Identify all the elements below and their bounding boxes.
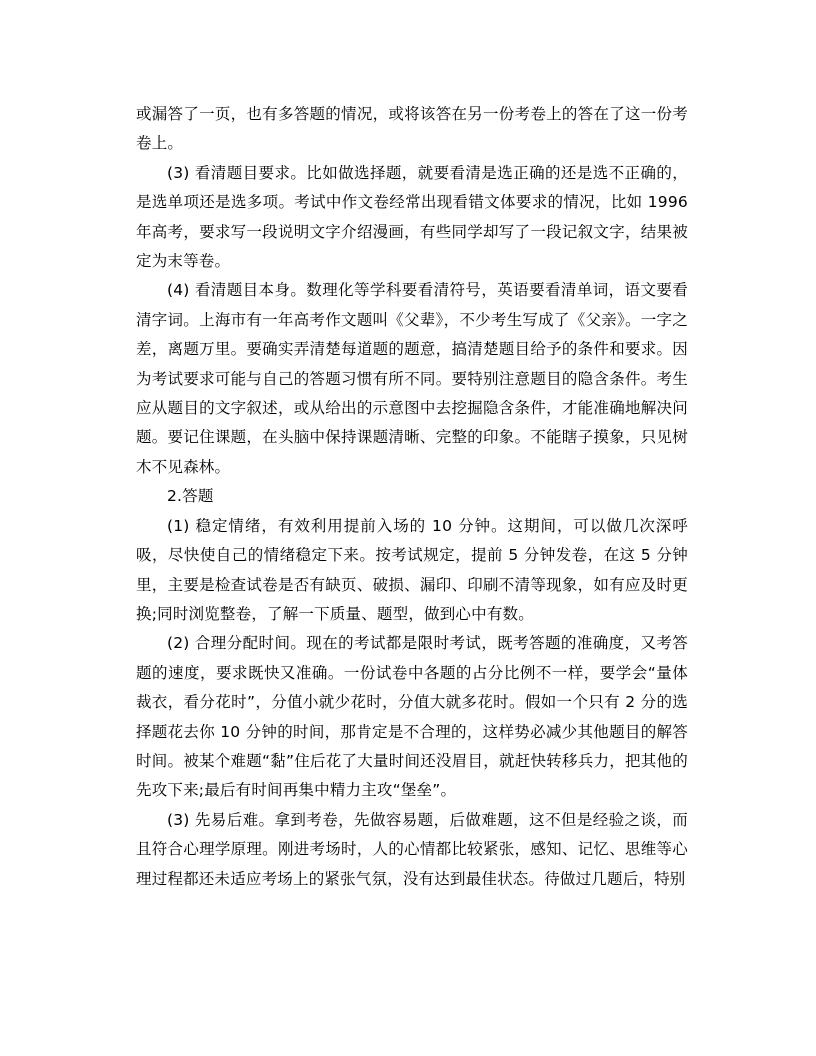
section-heading-answering: 2.答题	[167, 487, 214, 506]
paragraph-item-3-read-requirements: (3) 看清题目要求。比如做选择题，就要看清是选正确的还是选不正确的，是选单项还是选多项。考试中作文卷经常出现看错文体要求的情况，比如 1996 年高考，要求写一段说明文字介绍漫画，有些同学却写了一段记叙文字，结果被定为末等卷。	[136, 163, 688, 271]
paragraph-item-2-allocate-time: (2) 合理分配时间。现在的考试都是限时考试，既考答题的准确度，又考答题的速度，要求既快又准确。一份试卷中各题的占分比例不一样，要学会“量体裁衣，看分花时”，分值小就少花时，分值大就多花时。假如一个只有 2 分的选择题花去你 10 分钟的时间，那肯定是不合理的，这样势必减少其他题目的解答时间。被某个难题“黏”住后花了大量时间还没眉目，就赶快转移兵力，把其他的先攻下来;最后有时间再集中精力主攻“堡垒”。	[136, 634, 688, 800]
paragraph-item-4-read-question: (4) 看清题目本身。数理化等学科要看清符号，英语要看清单词，语文要看清字词。上海市有一年高考作文题叫《父辈》，不少考生写成了《父亲》。一字之差，离题万里。要确实弄清楚每道题的题意，搞清楚题目给予的条件和要求。因为考试要求可能与自己的答题习惯有所不同。要特别注意题目的隐含条件。考生应从题目的文字叙述，或从给出的示意图中去挖掘隐含条件，才能准确地解决问题。要记住课题，在头脑中保持课题清晰、完整的印象。不能瞎子摸象，只见树木不见森林。	[136, 281, 688, 476]
paragraph-item-3-easy-first: (3) 先易后难。拿到考卷，先做容易题，后做难题，这不但是经验之谈，而且符合心理学原理。刚进考场时，人的心情都比较紧张，感知、记忆、思维等心理过程都还未适应考场上的紧张气氛，没有达到最佳状态。待做过几题后，特别	[136, 810, 688, 888]
paragraph-item-1-stabilize-emotions: (1) 稳定情绪，有效利用提前入场的 10 分钟。这期间，可以做几次深呼吸，尽快使自己的情绪稳定下来。按考试规定，提前 5 分钟发卷，在这 5 分钟里，主要是检查试卷是否有缺页、破损、漏印、印刷不清等现象，如有应及时更换;同时浏览整卷，了解一下质量、题型，做到心中有数。	[136, 516, 688, 623]
document-page	[136, 100, 688, 894]
paragraph-continuation: 或漏答了一页，也有多答题的情况，或将该答在另一份考卷上的答在了这一份考卷上。	[136, 105, 688, 153]
